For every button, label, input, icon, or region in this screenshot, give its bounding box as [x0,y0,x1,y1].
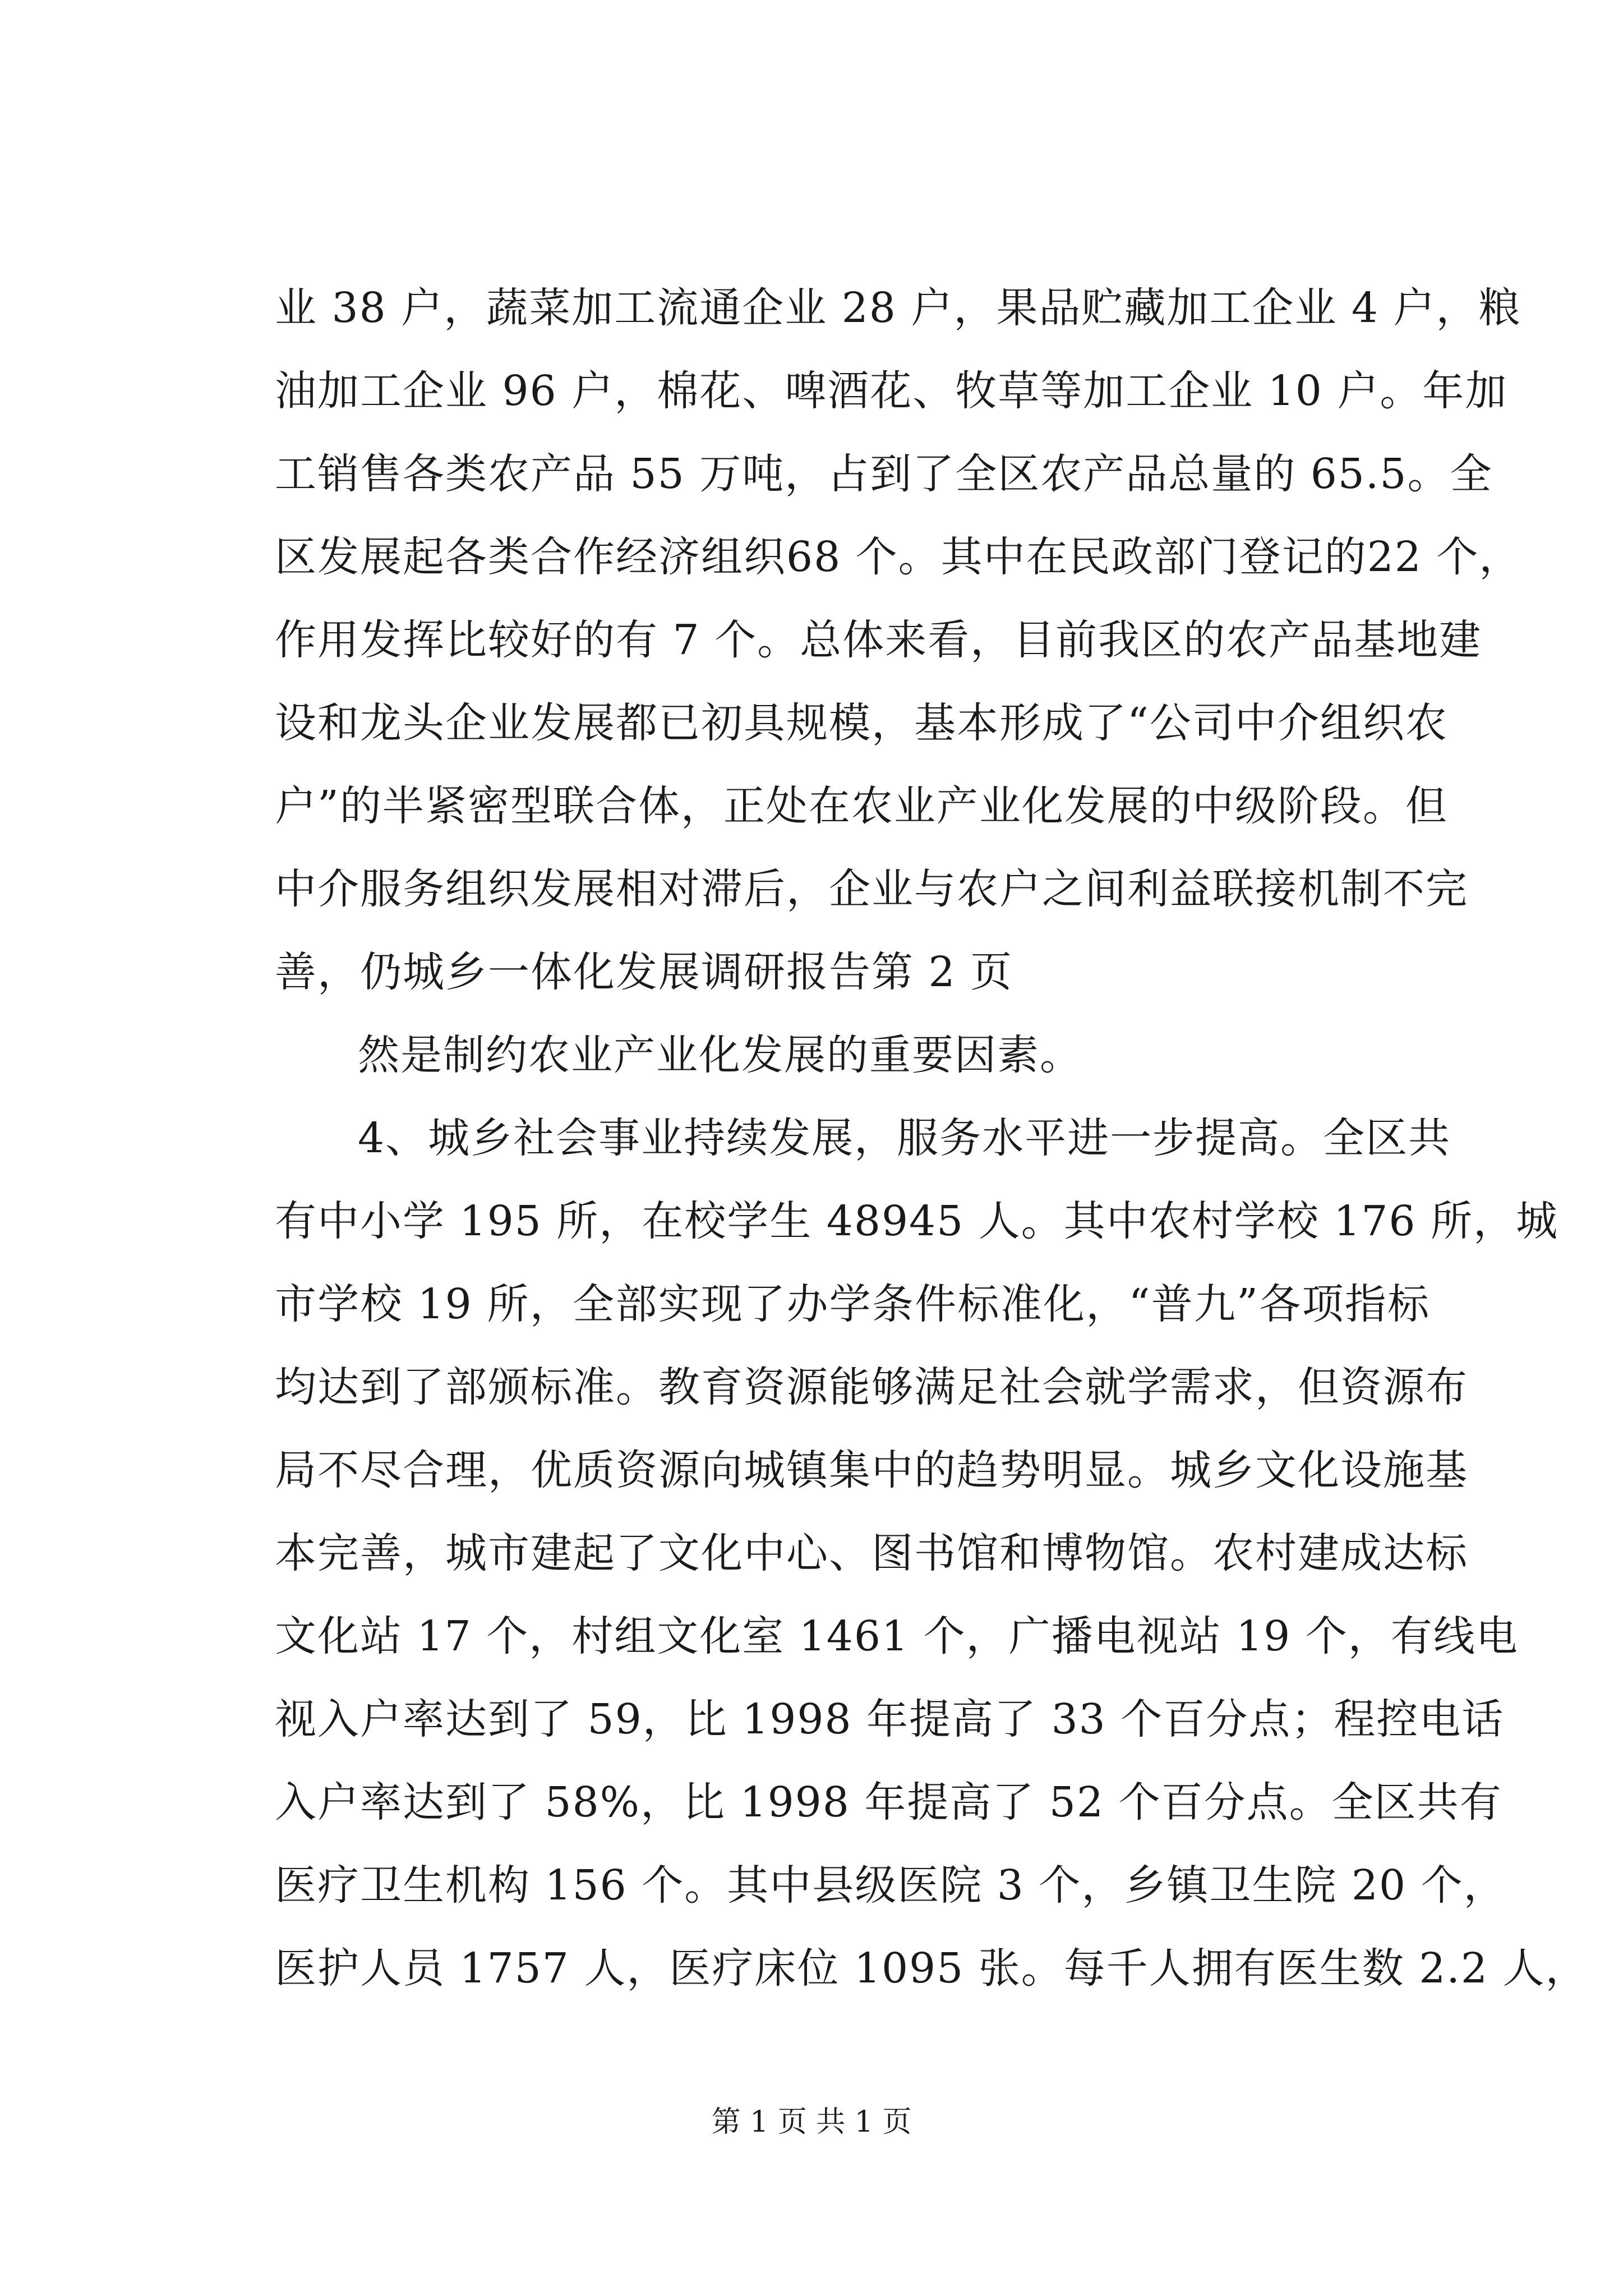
page-footer: 第 1 页 共 1 页 [711,2105,912,2139]
text-line: 均达到了部颁标准。教育资源能够满足社会就学需求，但资源布 [275,1363,1468,1411]
text-line: 中介服务组织发展相对滞后，企业与农户之间利益联接机制不完 [275,865,1468,913]
text-line: 业 38 户，蔬菜加工流通企业 28 户，果品贮藏加工企业 4 户，粮 [275,284,1521,332]
text-line: 入户率达到了 58%，比 1998 年提高了 52 个百分点。全区共有 [275,1778,1502,1826]
text-line: 作用发挥比较好的有 7 个。总体来看，目前我区的农产品基地建 [275,616,1482,664]
document-body [275,266,1588,2010]
text-line: 局不尽合理，优质资源向城镇集中的趋势明显。城乡文化设施基 [275,1446,1468,1494]
text-line: 善，仍城乡一体化发展调研报告第 2 页 [275,948,1013,996]
text-line: 医疗卫生机构 156 个。其中县级医院 3 个，乡镇卫生院 20 个， [275,1861,1506,1910]
text-line: 油加工企业 96 户，棉花、啤酒花、牧草等加工企业 10 户。年加 [275,367,1508,415]
text-line: 4、城乡社会事业持续发展，服务水平进一步提高。全区共 [358,1114,1451,1162]
text-line: 然是制约农业产业化发展的重要因素。 [358,1031,1082,1079]
text-line: 有中小学 195 所，在校学生 48945 人。其中农村学校 176 所，城 [275,1197,1559,1245]
text-line: 户”的半紧密型联合体，正处在农业产业化发展的中级阶段。但 [275,782,1448,830]
text-line: 区发展起各类合作经济组织68 个。其中在民政部门登记的22 个， [275,533,1522,581]
text-line: 本完善，城市建起了文化中心、图书馆和博物馆。农村建成达标 [275,1529,1468,1577]
text-line: 设和龙头企业发展都已初具规模，基本形成了“公司中介组织农 [275,699,1448,747]
text-line: 市学校 19 所，全部实现了办学条件标准化，“普九”各项指标 [275,1280,1430,1328]
text-line: 视入户率达到了 59，比 1998 年提高了 33 个百分点；程控电话 [275,1695,1505,1743]
text-line: 工销售各类农产品 55 万吨，占到了全区农产品总量的 65.5。全 [275,450,1493,498]
text-line: 医护人员 1757 人，医疗床位 1095 张。每千人拥有医生数 2.2 人， [275,1944,1588,1993]
text-line: 文化站 17 个，村组文化室 1461 个，广播电视站 19 个，有线电 [275,1612,1519,1660]
